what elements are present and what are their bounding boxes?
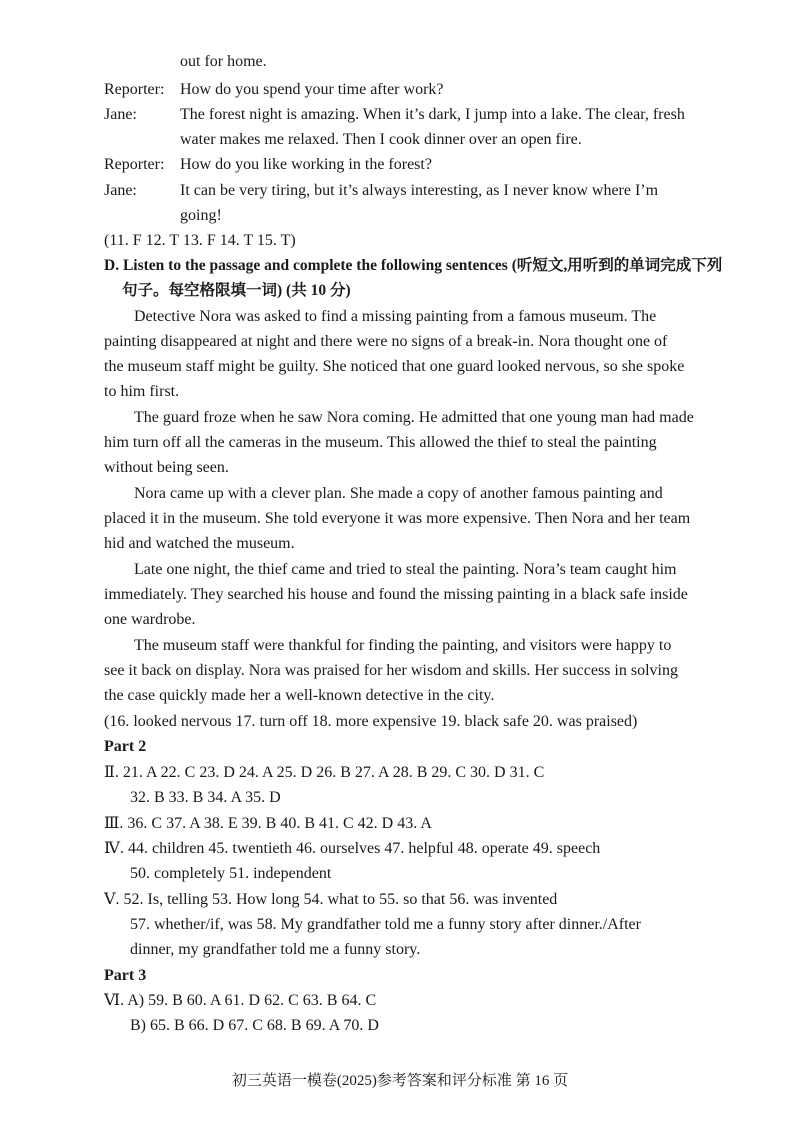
jane-answer-1-line1: The forest night is amazing. When it’s dark, I jump into a lake. The clear, fresh	[180, 106, 685, 123]
passage-p5-l2: see it back on display. Nora was praised for her wisdom and skills. Her success in solving	[104, 662, 678, 679]
answers-11-15: (11. F 12. T 13. F 14. T 15. T)	[104, 232, 296, 249]
passage-p1-l1: Detective Nora was asked to find a missing painting from a famous museum. The	[134, 308, 657, 325]
page-footer: 初三英语一模卷(2025)参考答案和评分标准 第 16 页	[231, 1073, 569, 1089]
passage-p3-l1: Nora came up with a clever plan. She made a copy of another famous painting and	[134, 485, 663, 502]
part-2-heading: Part 2	[104, 738, 147, 755]
passage-p1-l3: the museum staff might be guilty. She noticed that one guard looked nervous, so she spoke	[104, 358, 685, 375]
section-ii-line1: Ⅱ. 21. A 22. C 23. D 24. A 25. D 26. B 27. A 28. B 29. C 30. D 31. C	[104, 764, 545, 781]
section-iv-line2: 50. completely 51. independent	[130, 865, 332, 882]
answers-16-20: (16. looked nervous 17. turn off 18. more expensive 19. black safe 20. was praised)	[104, 713, 638, 730]
jane-answer-1-line2: water makes me relaxed. Then I cook dinner over an open fire.	[180, 131, 582, 148]
passage-p3-l2: placed it in the museum. She told everyone it was more expensive. Then Nora and her team	[104, 510, 691, 527]
section-iv-line1: Ⅳ. 44. children 45. twentieth 46. ourselves 47. helpful 48. operate 49. speech	[104, 840, 601, 857]
passage-p4-l1: Late one night, the thief came and tried to steal the painting. Nora’s team caught him	[134, 561, 677, 578]
section-v-line1: Ⅴ. 52. Is, telling 53. How long 54. what to 55. so that 56. was invented	[104, 891, 558, 908]
speaker-reporter: Reporter:	[104, 81, 165, 98]
section-d-heading-line1: D. Listen to the passage and complete the following sentences (听短文,用听到的单词完成下列	[104, 257, 723, 274]
passage-p4-l3: one wardrobe.	[104, 611, 196, 628]
passage-p4-l2: immediately. They searched his house and found the missing painting in a black safe inside	[104, 586, 688, 603]
passage-p5-l3: the case quickly made her a well-known detective in the city.	[104, 687, 495, 704]
part-3-heading: Part 3	[104, 967, 147, 984]
section-v-line2: 57. whether/if, was 58. My grandfather told me a funny story after dinner./After	[130, 916, 641, 933]
dialogue-continuation: out for home.	[180, 53, 267, 70]
passage-p1-l4: to him first.	[104, 383, 180, 400]
passage-p1-l2: painting disappeared at night and there were no signs of a break-in. Nora thought one of	[104, 333, 668, 350]
speaker-jane: Jane:	[104, 182, 137, 199]
passage-p2-l1: The guard froze when he saw Nora coming. He admitted that one young man had made	[134, 409, 694, 426]
passage-p5-l1: The museum staff were thankful for finding the painting, and visitors were happy to	[134, 637, 672, 654]
passage-p2-l3: without being seen.	[104, 459, 229, 476]
section-d-heading-line2: 句子。每空格限填一词) (共 10 分)	[122, 282, 351, 299]
section-v-line3: dinner, my grandfather told me a funny story.	[130, 941, 421, 958]
jane-answer-2-line1: It can be very tiring, but it’s always interesting, as I never know where I’m	[180, 182, 659, 199]
section-vi-a: Ⅵ. A) 59. B 60. A 61. D 62. C 63. B 64. C	[104, 992, 377, 1009]
section-iii: Ⅲ. 36. C 37. A 38. E 39. B 40. B 41. C 42. D 43. A	[104, 815, 432, 832]
speaker-reporter: Reporter:	[104, 156, 165, 173]
jane-answer-2-line2: going!	[180, 207, 222, 224]
reporter-question-2: How do you like working in the forest?	[180, 156, 432, 173]
passage-p2-l2: him turn off all the cameras in the museum. This allowed the thief to steal the painting	[104, 434, 657, 451]
speaker-jane: Jane:	[104, 106, 137, 123]
passage-p3-l3: hid and watched the museum.	[104, 535, 295, 552]
reporter-question-1: How do you spend your time after work?	[180, 81, 444, 98]
section-ii-line2: 32. B 33. B 34. A 35. D	[130, 789, 281, 806]
section-vi-b: B) 65. B 66. D 67. C 68. B 69. A 70. D	[130, 1017, 379, 1034]
